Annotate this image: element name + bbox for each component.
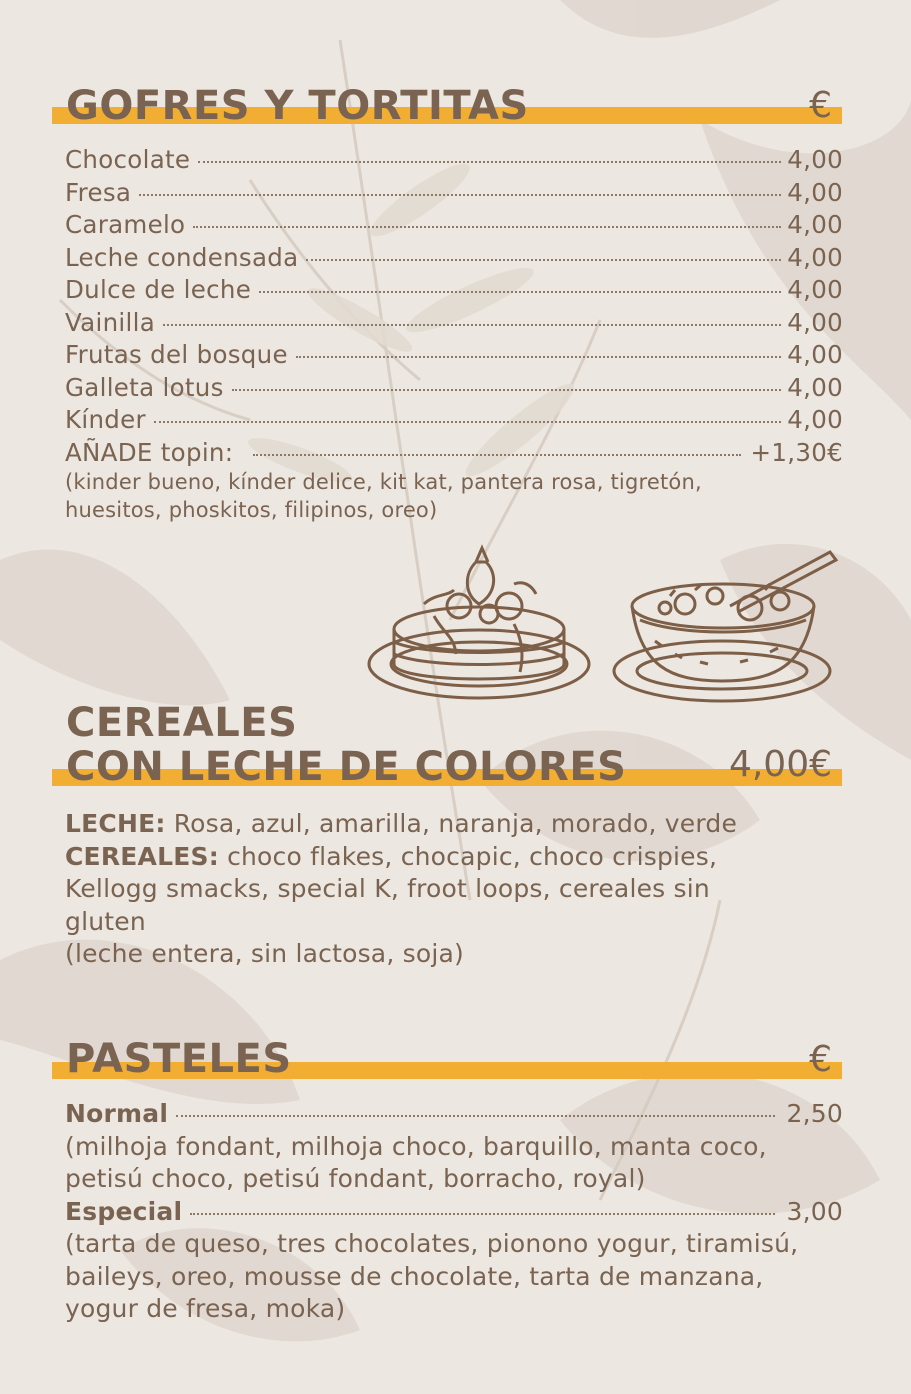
gofres-item-galleta-lotus — [65, 372, 843, 405]
pastel-especial-row — [65, 1196, 843, 1229]
milk-note: (leche entera, sin lactosa, soja) — [65, 939, 464, 968]
dot-leader — [198, 161, 781, 163]
cereales-label: CEREALES: — [65, 841, 219, 871]
gofres-item-frutas-del-bosque — [65, 339, 843, 372]
cereales-title-line2: CON LECHE DE COLORES — [66, 744, 627, 790]
cereales-price: 4,00€ — [728, 744, 832, 785]
gofres-topping-row — [65, 437, 843, 470]
pastel-especial-note: (tarta de queso, tres chocolates, pionono yogur, tiramisú, — [65, 1229, 799, 1258]
pastel-normal-note: petisú choco, petisú fondant, borracho, royal) — [65, 1164, 646, 1193]
pastel-especial-name: Especial — [65, 1196, 183, 1226]
gofres-header — [52, 82, 842, 132]
topping-price: +1,30€ — [750, 437, 843, 467]
gofres-item-fresa — [65, 177, 843, 210]
cereales-line — [65, 841, 855, 874]
item-price: 4,00 — [787, 340, 843, 369]
item-name: Chocolate — [65, 145, 191, 174]
dot-leader — [232, 389, 782, 391]
gofres-item-vainilla — [65, 307, 843, 340]
dot-leader — [163, 324, 781, 326]
dot-leader — [154, 421, 781, 423]
gofres-item-caramelo — [65, 209, 843, 242]
dot-leader — [176, 1115, 774, 1117]
pasteles-title: PASTELES — [66, 1036, 292, 1082]
cereales-description — [65, 808, 855, 971]
dot-leader — [306, 259, 781, 261]
gofres-item-chocolate — [65, 144, 843, 177]
leche-line — [65, 808, 855, 841]
pancakes-illustration — [364, 544, 594, 704]
dot-leader — [296, 356, 781, 358]
cereales-header — [52, 700, 842, 795]
item-name: Leche condensada — [65, 242, 299, 272]
item-price: 4,00 — [787, 177, 843, 207]
dot-leader — [193, 226, 781, 228]
pastel-normal-price: 2,50 — [786, 1099, 843, 1128]
topping-note-line: huesitos, phoskitos, filipinos, oreo) — [65, 498, 438, 522]
item-price: 4,00 — [787, 210, 843, 239]
gofres-item-kinder — [65, 404, 843, 437]
cereales-title-line1: CEREALES — [66, 700, 298, 746]
gofres-title: GOFRES Y TORTITAS — [66, 83, 529, 129]
dot-leader — [190, 1213, 774, 1215]
item-price: 4,00 — [787, 372, 843, 402]
cereales-text: choco flakes, chocapic, choco crispies, — [218, 841, 718, 871]
pasteles-currency: € — [809, 1039, 832, 1080]
item-price: 4,00 — [787, 145, 843, 174]
leche-label: LECHE: — [65, 809, 166, 838]
item-name: Frutas del bosque — [65, 340, 288, 369]
item-price: 4,00 — [787, 275, 843, 304]
dot-leader — [259, 291, 781, 293]
item-price: 4,00 — [787, 307, 843, 337]
item-name: Caramelo — [65, 210, 186, 239]
gofres-currency: € — [809, 85, 832, 126]
cereales-line-2: Kellogg smacks, special K, froot loops, cereales sin — [65, 874, 710, 903]
gofres-item-dulce-de-leche — [65, 274, 843, 307]
dot-leader — [139, 194, 781, 196]
pastel-normal-note: (milhoja fondant, milhoja choco, barquillo, manta coco, — [65, 1131, 767, 1161]
topping-options-note — [65, 468, 825, 524]
gofres-item-leche-condensada — [65, 242, 843, 275]
pastel-normal-row — [65, 1098, 843, 1131]
pastel-normal-name: Normal — [65, 1099, 169, 1128]
topping-note-line: (kinder bueno, kínder delice, kit kat, pantera rosa, tigretón, — [65, 470, 702, 494]
item-name: Kínder — [65, 405, 146, 434]
item-name: Galleta lotus — [65, 372, 224, 402]
item-name: Fresa — [65, 177, 132, 207]
gofres-list — [65, 144, 843, 469]
item-name: Dulce de leche — [65, 275, 252, 304]
dot-leader — [253, 454, 740, 456]
pastel-especial-note: baileys, oreo, mousse de chocolate, tarta de manzana, — [65, 1261, 764, 1291]
pasteles-header — [52, 1036, 842, 1086]
cereales-line-3: gluten — [65, 906, 146, 936]
leche-text: Rosa, azul, amarilla, naranja, morado, verde — [165, 809, 738, 838]
item-price: 4,00 — [787, 242, 843, 272]
pastel-especial-price: 3,00 — [786, 1196, 843, 1226]
item-name: Vainilla — [65, 307, 156, 337]
item-price: 4,00 — [787, 405, 843, 434]
pastel-especial-note: yogur de fresa, moka) — [65, 1294, 346, 1323]
pasteles-list — [65, 1098, 843, 1326]
cereal-bowl-illustration — [610, 546, 840, 706]
topping-label: AÑADE topin: — [65, 437, 234, 467]
